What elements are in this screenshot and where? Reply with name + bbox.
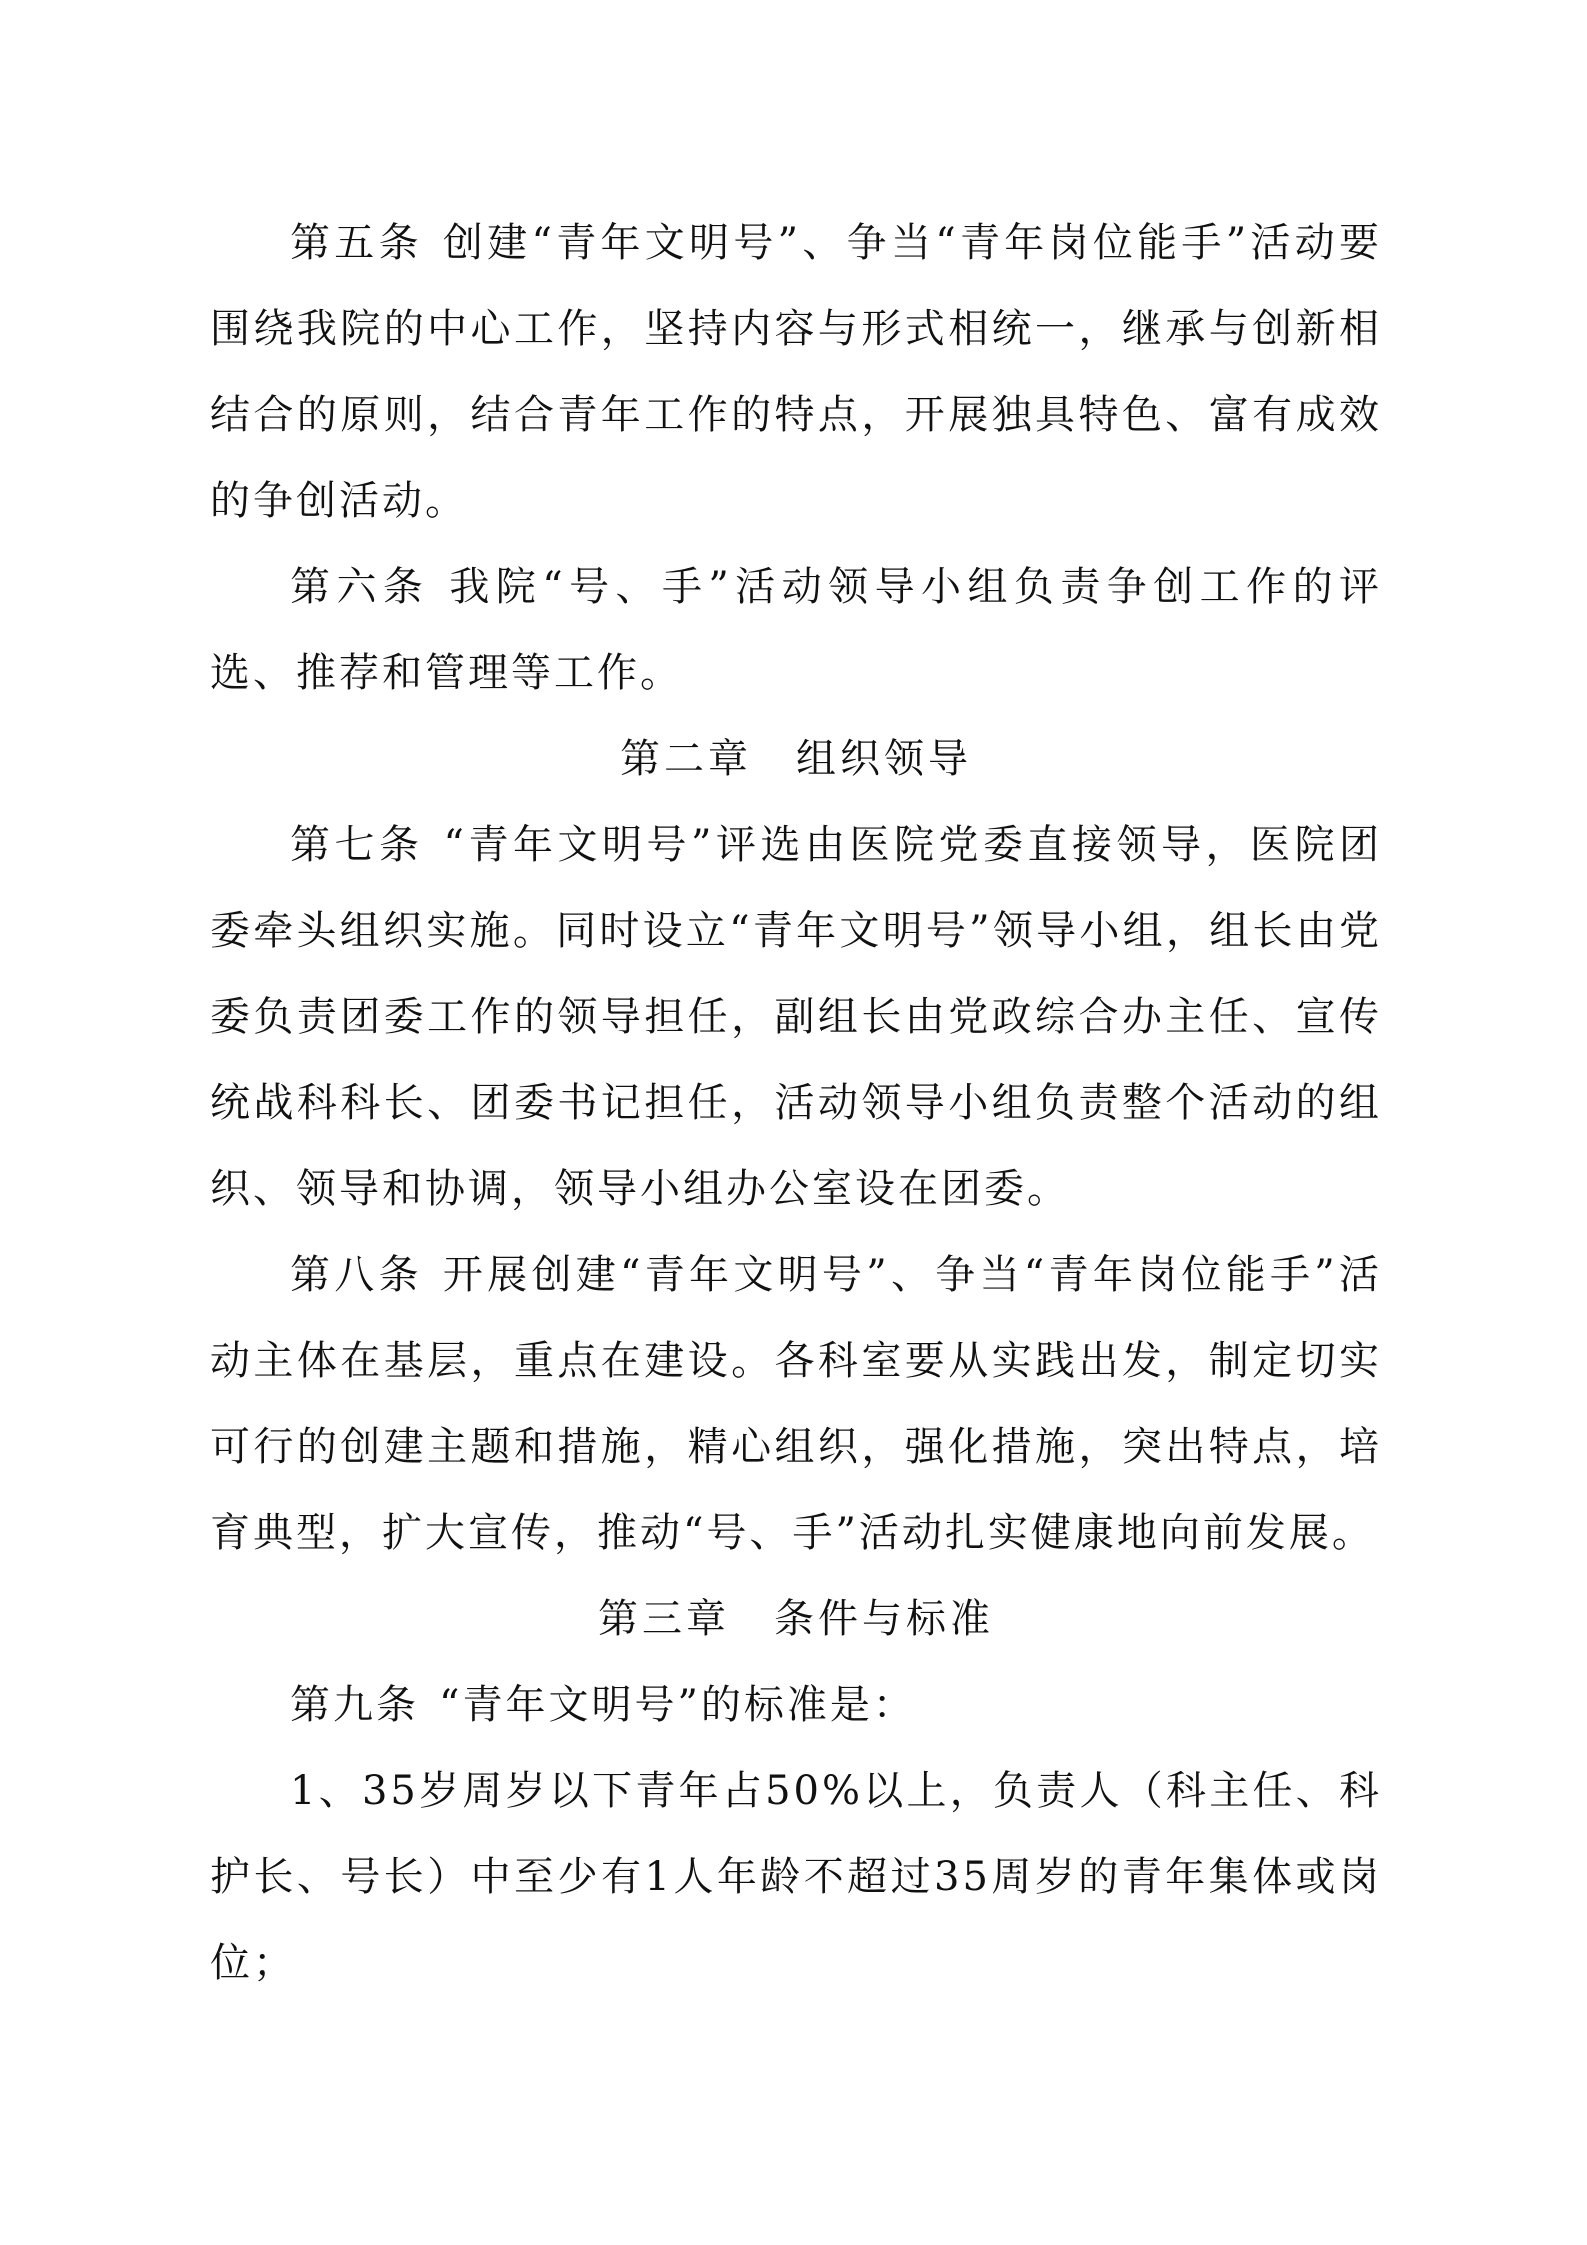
article-text: 开展创建“青年文明号”、争当“青年岗位能手”活动主体在基层，重点在建设。各科室要从实践出发，制定切实可行的创建主题和措施，精心组织，强化措施，突出特点，培育典型，扩大宣传，推动“号、手”活动扎实健康地向前发展。 xyxy=(210,1252,1383,1556)
document-body xyxy=(210,200,1382,2006)
article-6 xyxy=(210,544,1382,716)
article-8 xyxy=(210,1232,1382,1576)
chapter-2-heading: 第二章 组织领导 xyxy=(620,736,972,782)
article-text: “青年文明号”评选由医院党委直接领导，医院团委牵头组织实施。同时设立“青年文明号”领导小组，组长由党委负责团委工作的领导担任，副组长由党政综合办主任、宣传统战科科长、团委书记担任，活动领导小组负责整个活动的组织、领导和协调，领导小组办公室设在团委。 xyxy=(210,822,1382,1212)
article-text: 我院“号、手”活动领导小组负责争创工作的评选、推荐和管理等工作。 xyxy=(210,564,1383,696)
article-text: “青年文明号”的标准是： xyxy=(439,1682,916,1728)
item-text: 1、35岁周岁以下青年占50%以上，负责人（科主任、科护长、号长）中至少有1人年龄不超过35周岁的青年集体或岗位； xyxy=(210,1768,1382,1986)
article-7 xyxy=(210,802,1382,1232)
article-number: 第八条 xyxy=(290,1252,423,1298)
article-5 xyxy=(210,200,1382,544)
article-number: 第七条 xyxy=(290,822,424,868)
article-text: 创建“青年文明号”、争当“青年岗位能手”活动要围绕我院的中心工作，坚持内容与形式相统一，继承与创新相结合的原则，结合青年工作的特点，开展独具特色、富有成效的争创活动。 xyxy=(210,220,1383,524)
chapter-3-heading: 第三章 条件与标准 xyxy=(598,1596,994,1642)
article-number: 第九条 xyxy=(290,1682,419,1728)
standard-item-1 xyxy=(210,1748,1382,2006)
article-number: 第六条 xyxy=(290,564,430,610)
article-number: 第五条 xyxy=(290,220,423,266)
article-9 xyxy=(210,1662,1382,1748)
